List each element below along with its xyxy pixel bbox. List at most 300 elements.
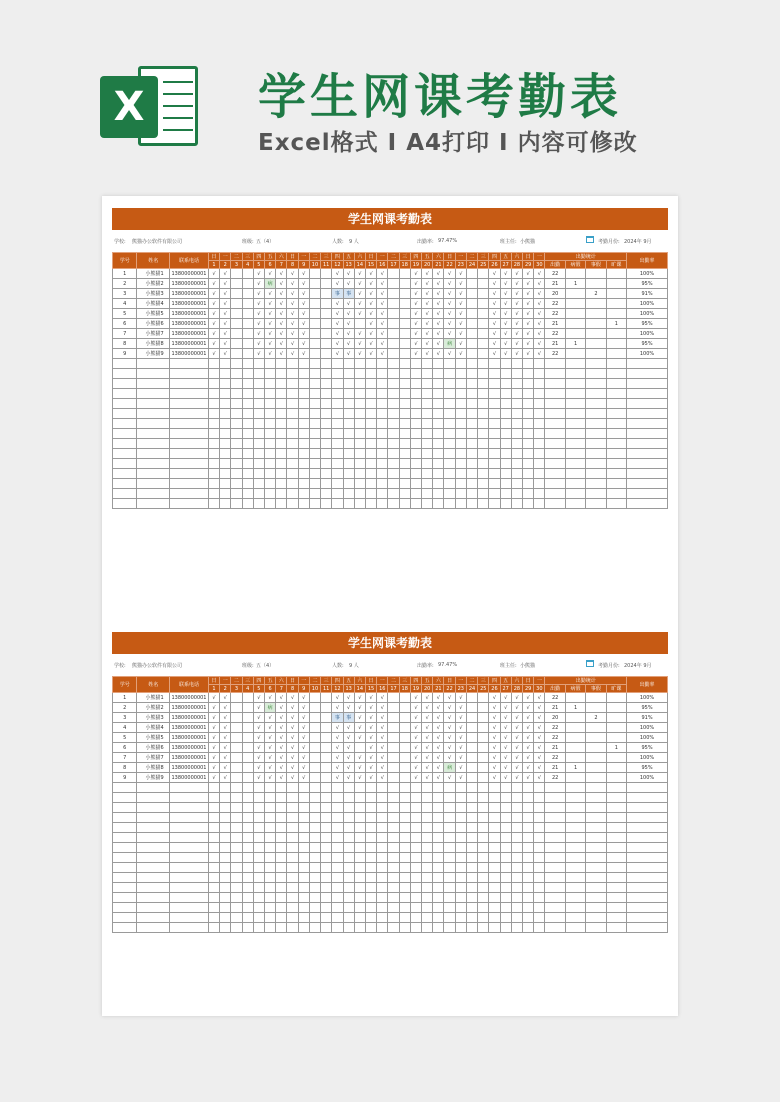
present-mark: √ [264,693,275,703]
blank-cell [444,813,455,823]
blank-cell [332,409,343,419]
blank-cell [444,843,455,853]
sheet-title: 学生网课考勤表 [112,208,668,230]
empty-day-cell [309,723,320,733]
empty-day-cell [309,269,320,279]
present-mark: √ [422,289,433,299]
blank-cell [220,429,231,439]
blank-cell [137,873,170,883]
people-value: 9 人 [349,663,359,669]
blank-cell [220,833,231,843]
present-mark: √ [444,279,455,289]
day-header: 8 [287,685,298,693]
blank-cell [399,359,410,369]
present-mark: √ [264,319,275,329]
blank-cell [433,893,444,903]
student-rate: 100% [627,693,668,703]
weekday-header: 二 [231,677,242,685]
blank-cell [354,883,365,893]
personal-leave-mark: 事 [332,713,343,723]
sheet-title: 学生网课考勤表 [112,632,668,654]
blank-cell [523,429,534,439]
blank-cell [627,439,668,449]
blank-cell [478,903,489,913]
student-affair [586,733,606,743]
blank-cell [534,439,545,449]
present-mark: √ [377,773,388,783]
blank-cell [264,823,275,833]
blank-cell [523,813,534,823]
day-header: 18 [399,261,410,269]
blank-cell [231,369,242,379]
blank-cell [444,379,455,389]
blank-cell [264,409,275,419]
blank-cell [523,903,534,913]
blank-cell [606,399,626,409]
blank-cell [264,803,275,813]
hero-subtitle: Excel格式 I A4打印 I 内容可修改 [258,130,638,156]
blank-cell [242,813,253,823]
blank-cell [489,379,500,389]
blank-cell [220,803,231,813]
blank-cell [586,923,606,933]
blank-cell [365,459,376,469]
blank-cell [137,429,170,439]
blank-cell [466,389,477,399]
blank-cell [545,459,565,469]
present-mark: √ [500,743,511,753]
empty-day-cell [231,269,242,279]
blank-cell [242,379,253,389]
blank-cell [309,399,320,409]
blank-cell [455,843,466,853]
blank-cell [220,783,231,793]
day-header: 4 [242,685,253,693]
table-row [113,773,668,783]
blank-cell [377,359,388,369]
student-name: 小熊猫2 [137,279,170,289]
blank-cell [137,419,170,429]
present-mark: √ [208,753,219,763]
table-row [113,733,668,743]
blank-cell [253,439,264,449]
present-mark: √ [433,329,444,339]
present-mark: √ [276,753,287,763]
blank-cell [365,793,376,803]
blank-cell [545,429,565,439]
blank-cell [365,923,376,933]
blank-cell [220,399,231,409]
blank-cell [422,813,433,823]
blank-cell [500,793,511,803]
empty-day-cell [309,773,320,783]
student-sick: 1 [565,763,585,773]
blank-cell [399,399,410,409]
blank-cell [444,399,455,409]
blank-cell [545,853,565,863]
blank-cell [586,449,606,459]
blank-cell [511,389,522,399]
blank-cell [523,923,534,933]
present-mark: √ [410,309,421,319]
blank-cell [253,853,264,863]
blank-cell [298,359,309,369]
present-mark: √ [354,299,365,309]
col-header-sick: 病假 [565,685,585,693]
blank-cell [627,479,668,489]
blank-cell [410,813,421,823]
empty-day-cell [388,349,399,359]
blank-cell [466,459,477,469]
blank-cell [455,409,466,419]
student-rate: 91% [627,289,668,299]
student-affair [586,703,606,713]
blank-cell [399,793,410,803]
blank-cell [523,419,534,429]
present-mark: √ [287,329,298,339]
present-mark: √ [298,703,309,713]
blank-cell [444,853,455,863]
col-header-no: 学号 [113,677,137,693]
student-no: 1 [113,269,137,279]
blank-cell [489,499,500,509]
blank-cell [298,833,309,843]
empty-day-cell [231,329,242,339]
blank-cell [534,783,545,793]
blank-cell [433,803,444,813]
blank-cell [534,903,545,913]
blank-cell [478,419,489,429]
empty-day-cell [242,733,253,743]
blank-cell [231,843,242,853]
blank-cell [321,499,332,509]
blank-cell [343,379,354,389]
blank-cell [377,803,388,813]
blank-cell [220,369,231,379]
empty-day-cell [466,743,477,753]
student-name: 小熊猫1 [137,693,170,703]
blank-cell [489,893,500,903]
blank-cell [444,409,455,419]
empty-day-cell [321,773,332,783]
blank-cell [231,359,242,369]
student-rate: 100% [627,753,668,763]
blank-cell [627,803,668,813]
blank-row [113,893,668,903]
blank-cell [627,489,668,499]
blank-cell [399,863,410,873]
blank-cell [466,853,477,863]
blank-cell [377,479,388,489]
present-mark: √ [444,743,455,753]
present-mark: √ [343,339,354,349]
blank-cell [399,409,410,419]
blank-cell [332,843,343,853]
weekday-header: 二 [309,677,320,685]
present-mark: √ [422,723,433,733]
student-attend: 20 [545,713,565,723]
present-mark: √ [287,703,298,713]
blank-cell [545,823,565,833]
student-phone: 13800000001 [171,330,207,337]
blank-cell [399,813,410,823]
blank-cell [332,379,343,389]
present-mark: √ [365,723,376,733]
blank-cell [489,833,500,843]
blank-cell [410,449,421,459]
blank-cell [466,883,477,893]
blank-cell [298,923,309,933]
present-mark: √ [276,269,287,279]
present-mark: √ [523,339,534,349]
present-mark: √ [511,339,522,349]
blank-cell [354,873,365,883]
blank-cell [113,399,137,409]
blank-cell [298,893,309,903]
day-header: 11 [321,261,332,269]
present-mark: √ [264,773,275,783]
blank-cell [365,449,376,459]
weekday-header: 一 [298,253,309,261]
blank-cell [264,813,275,823]
student-attend: 22 [545,693,565,703]
blank-cell [208,853,219,863]
blank-cell [264,913,275,923]
blank-cell [565,409,585,419]
present-mark: √ [276,763,287,773]
blank-cell [276,863,287,873]
table-row [113,309,668,319]
blank-cell [208,863,219,873]
blank-cell [466,489,477,499]
present-mark: √ [365,279,376,289]
blank-cell [242,843,253,853]
student-affair [586,763,606,773]
empty-day-cell [478,703,489,713]
blank-cell [287,449,298,459]
empty-day-cell [399,269,410,279]
blank-cell [433,833,444,843]
blank-cell [208,843,219,853]
student-no: 3 [113,289,137,299]
blank-cell [478,853,489,863]
present-mark: √ [253,723,264,733]
blank-cell [444,449,455,459]
weekday-header: 六 [433,677,444,685]
blank-cell [586,843,606,853]
blank-cell [309,883,320,893]
empty-day-cell [231,339,242,349]
blank-cell [388,813,399,823]
present-mark: √ [276,723,287,733]
weekday-header: 一 [455,677,466,685]
present-mark: √ [455,733,466,743]
blank-cell [231,813,242,823]
blank-cell [410,469,421,479]
blank-cell [354,459,365,469]
day-header: 21 [433,261,444,269]
blank-cell [321,459,332,469]
blank-cell [220,923,231,933]
blank-cell [377,459,388,469]
blank-cell [377,439,388,449]
blank-cell [377,863,388,873]
weekday-header: 二 [388,253,399,261]
attendance-rate-label: 出勤率: [417,663,434,669]
present-mark: √ [534,703,545,713]
blank-cell [354,823,365,833]
blank-cell [287,399,298,409]
blank-cell [220,359,231,369]
blank-cell [365,893,376,903]
student-sick [565,693,585,703]
blank-cell [113,379,137,389]
blank-cell [365,873,376,883]
blank-cell [455,883,466,893]
blank-cell [287,833,298,843]
blank-cell [466,429,477,439]
blank-cell [137,833,170,843]
blank-cell [606,449,626,459]
blank-cell [321,449,332,459]
present-mark: √ [253,339,264,349]
blank-cell [287,469,298,479]
present-mark: √ [433,733,444,743]
month-label: 考勤月份: [598,239,620,245]
blank-cell [444,833,455,843]
student-sick [565,733,585,743]
present-mark: √ [455,773,466,783]
present-mark: √ [422,753,433,763]
blank-cell [287,359,298,369]
present-mark: √ [253,703,264,713]
blank-cell [545,793,565,803]
blank-cell [242,883,253,893]
empty-day-cell [242,279,253,289]
blank-cell [545,379,565,389]
blank-cell [298,813,309,823]
blank-cell [354,813,365,823]
empty-day-cell [321,299,332,309]
blank-cell [113,479,137,489]
blank-cell [253,419,264,429]
blank-cell [298,389,309,399]
blank-cell [511,359,522,369]
blank-cell [489,449,500,459]
blank-cell [365,469,376,479]
blank-cell [287,783,298,793]
present-mark: √ [365,693,376,703]
present-mark: √ [264,329,275,339]
blank-cell [113,813,137,823]
present-mark: √ [377,279,388,289]
blank-cell [511,823,522,833]
calendar-icon [586,660,594,667]
blank-cell [137,863,170,873]
blank-cell [534,893,545,903]
blank-cell [264,873,275,883]
blank-cell [455,379,466,389]
day-header: 6 [264,261,275,269]
day-header: 29 [523,261,534,269]
empty-day-cell [231,713,242,723]
blank-cell [422,853,433,863]
blank-cell [253,883,264,893]
blank-cell [137,439,170,449]
blank-cell [253,803,264,813]
blank-cell [433,823,444,833]
blank-cell [444,389,455,399]
blank-cell [354,479,365,489]
present-mark: √ [377,289,388,299]
empty-day-cell [399,723,410,733]
blank-cell [388,479,399,489]
blank-cell [354,399,365,409]
student-rate: 95% [627,703,668,713]
blank-row [113,803,668,813]
present-mark: √ [253,319,264,329]
blank-cell [365,479,376,489]
day-header: 19 [410,685,421,693]
present-mark: √ [208,269,219,279]
present-mark: √ [444,319,455,329]
weekday-header: 二 [466,677,477,685]
blank-cell [565,923,585,933]
blank-cell [276,419,287,429]
blank-cell [137,913,170,923]
empty-day-cell [466,279,477,289]
student-absent [606,269,626,279]
student-sick [565,743,585,753]
blank-cell [113,863,137,873]
empty-day-cell [242,319,253,329]
student-no: 4 [113,299,137,309]
blank-cell [606,803,626,813]
student-attend: 22 [545,723,565,733]
student-attend: 22 [545,773,565,783]
blank-cell [113,913,137,923]
empty-day-cell [321,309,332,319]
blank-cell [478,449,489,459]
blank-cell [545,489,565,499]
blank-cell [500,783,511,793]
day-header: 15 [365,261,376,269]
blank-cell [287,429,298,439]
day-header: 26 [489,261,500,269]
blank-cell [309,429,320,439]
blank-cell [309,389,320,399]
present-mark: √ [410,279,421,289]
blank-cell [466,399,477,409]
blank-cell [242,893,253,903]
empty-day-cell [466,773,477,783]
blank-cell [586,399,606,409]
day-header: 20 [422,685,433,693]
present-mark: √ [287,299,298,309]
blank-cell [627,459,668,469]
blank-cell [422,479,433,489]
blank-cell [455,399,466,409]
blank-cell [534,823,545,833]
weekday-header: 二 [466,253,477,261]
blank-cell [170,469,209,479]
student-attend: 20 [545,289,565,299]
empty-day-cell [242,289,253,299]
blank-cell [321,479,332,489]
blank-cell [321,439,332,449]
blank-cell [321,853,332,863]
blank-cell [586,823,606,833]
